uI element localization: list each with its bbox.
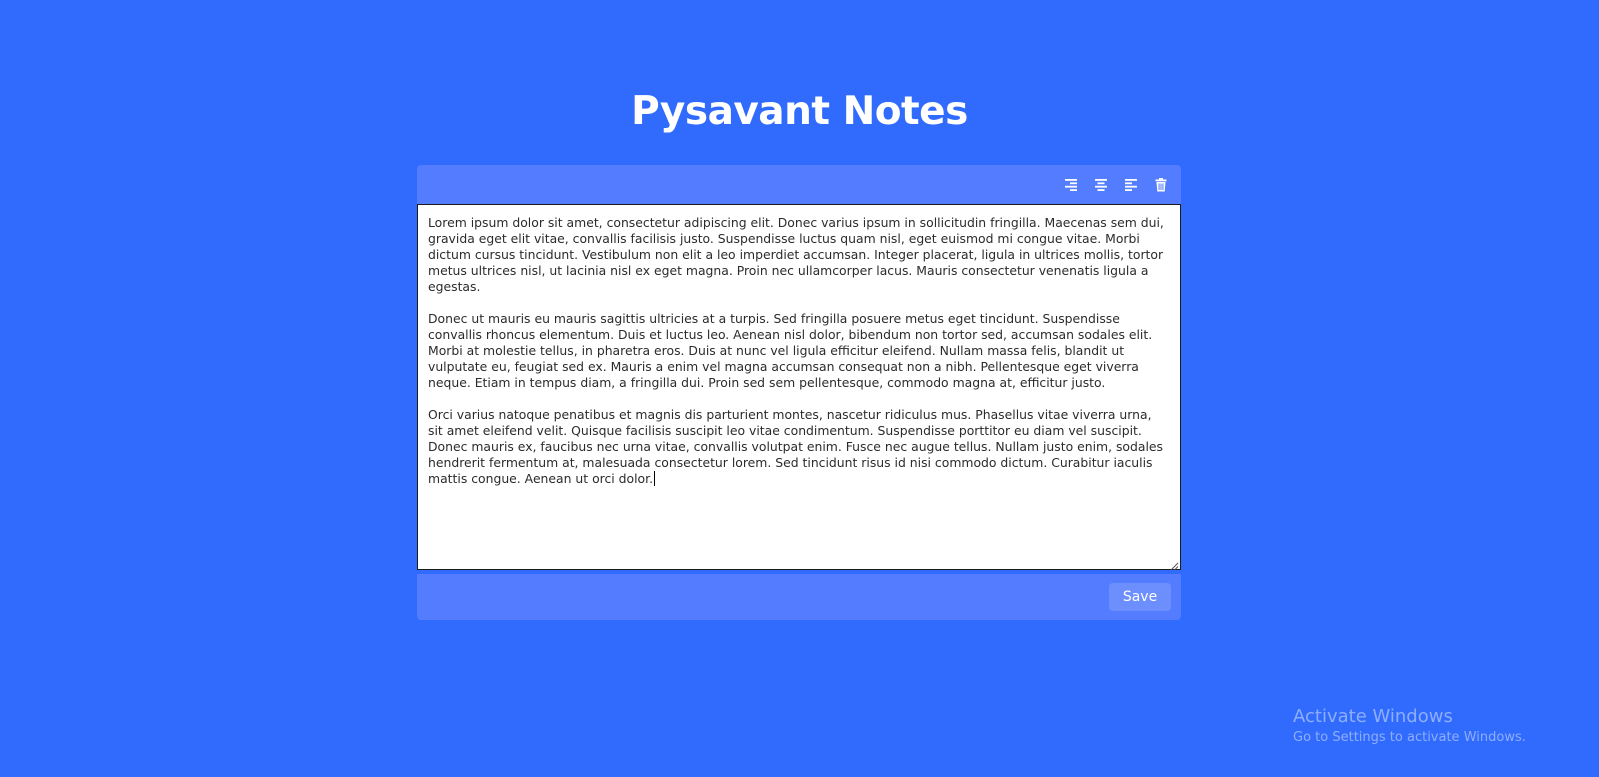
text-caret <box>654 471 655 486</box>
note-editor[interactable] <box>418 205 1180 569</box>
note-paragraph: Donec ut mauris eu mauris sagittis ultricies at a turpis. Sed fringilla posuere metus eget tincidunt. Suspendisse convallis rhoncus elementum. Duis et luctus leo. Aenean nisl dolor, bibendum non tortor sed, accumsan sodales elit. Morbi at molestie tellus, in pharetra eros. Duis at nunc vel ligula efficitur eleifend. Nullam massa felis, blandit ut vulputate eu, feugiat sed ex. Mauris a enim vel magna accumsan consequat non a nibh. Pellentesque eget viverra neque. Etiam in tempus diam, a fringilla dui. Proin sed sem pellentesque, commodo magna at, efficitur justo. <box>428 311 1153 390</box>
activate-windows-watermark <box>1293 705 1526 747</box>
align-left-button[interactable] <box>1121 175 1141 195</box>
note-paragraph-text: Orci varius natoque penatibus et magnis dis parturient montes, nascetur ridiculus mus. Phasellus vitae viverra urna, sit amet eleifend velit. Quisque facilisis suscipit leo vitae condimentum. Suspendisse porttitor eu diam vel suscipit. Donec mauris ex, faucibus nec urna vitae, convallis volutpat enim. Fusce nec augue tellus. Nullam justo enim, sodales hendrerit fermentum at, malesuada consectetur lorem. Sed tincidunt risus id nisi commodo dictum. Curabitur iaculis mattis congue. Aenean ut orci dolor. <box>428 407 1163 486</box>
delete-note-button[interactable] <box>1151 175 1171 195</box>
note-paragraph: Lorem ipsum dolor sit amet, consectetur adipiscing elit. Donec varius ipsum in sollicitudin fringilla. Maecenas sem dui, gravida eget elit vitae, convallis facilisis justo. Suspendisse luctus quam nisl, eget euismod mi congue vitae. Morbi dictum cursus tincidunt. Vestibulum non elit a leo imperdiet accumsan. Integer placerat, ligula in ultrices mollis, tortor metus ultrices nisl, ut lacinia nisl ex eget magna. Proin nec ullamcorper lacus. Mauris consectetur venenatis ligula a egestas. <box>428 215 1164 294</box>
trash-icon <box>1155 178 1167 192</box>
align-left-icon <box>1124 178 1138 192</box>
watermark-title: Activate Windows <box>1293 706 1453 727</box>
page-title: Pysavant Notes <box>631 89 968 134</box>
align-right-button[interactable] <box>1061 175 1081 195</box>
align-center-icon <box>1094 178 1108 192</box>
align-center-button[interactable] <box>1091 175 1111 195</box>
note-textarea[interactable] <box>417 204 1181 570</box>
align-right-icon <box>1064 178 1078 192</box>
watermark-subtitle: Go to Settings to activate Windows. <box>1293 730 1526 745</box>
editor-footer <box>417 574 1181 620</box>
save-button[interactable]: Save <box>1109 583 1171 611</box>
note-paragraph <box>428 407 1170 487</box>
resize-handle-icon[interactable] <box>1169 558 1179 568</box>
note-card <box>417 165 1181 620</box>
editor-toolbar <box>417 165 1181 204</box>
